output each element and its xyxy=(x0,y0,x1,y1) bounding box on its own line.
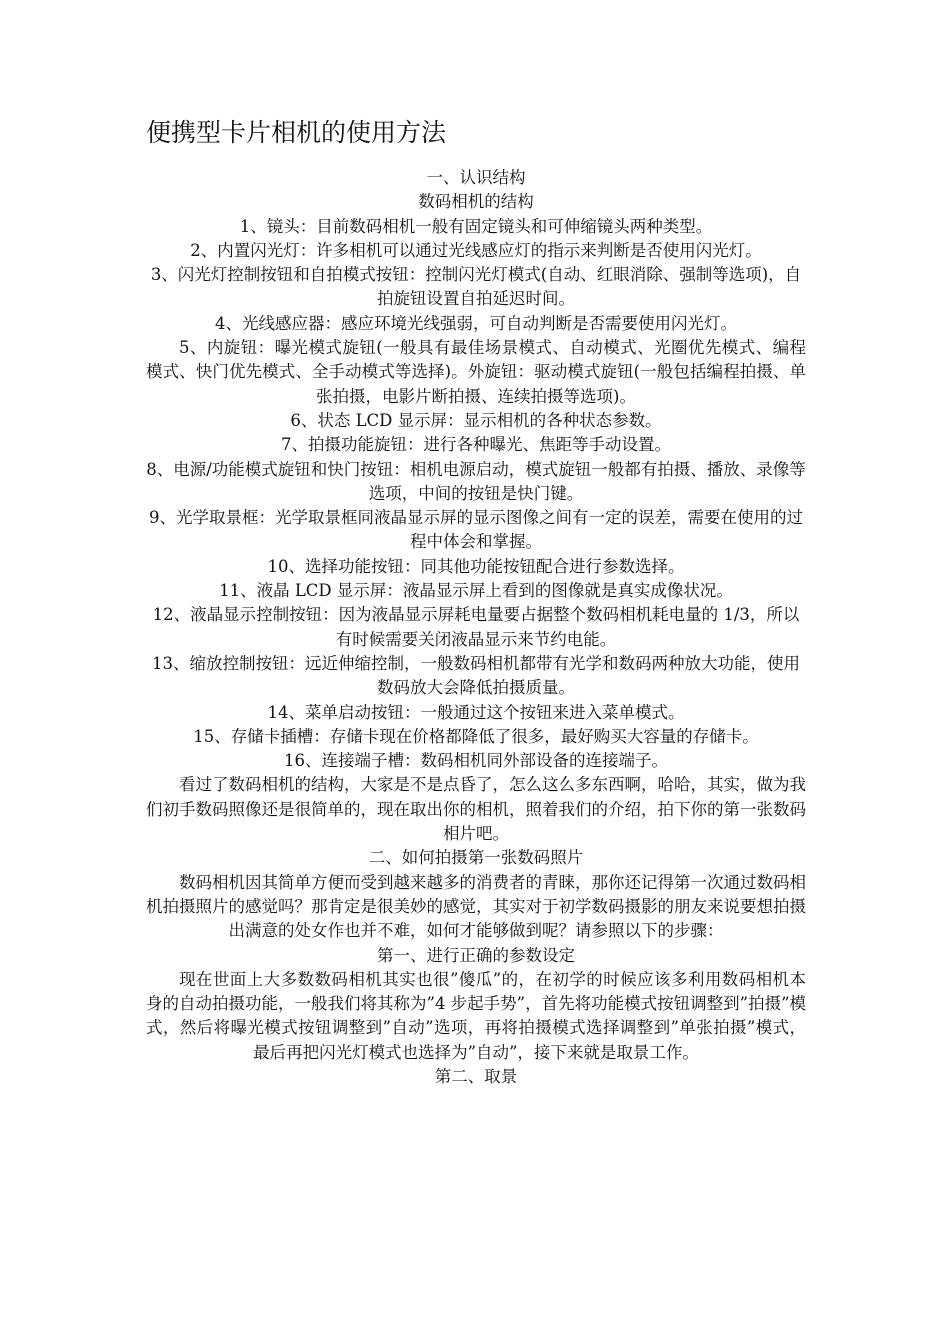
list-item-flash-control: 3、闪光灯控制按钮和自拍模式按钮：控制闪光灯模式(自动、红眼消除、强制等选项)，自拍旋钮设置自拍延迟时间。 xyxy=(150,265,802,309)
paragraph-intro-photo: 数码相机因其简单方便而受到越来越多的消费者的青睐，那你还记得第一次通过数码相机拍摄照片的感觉吗？那肯定是很美妙的感觉，其实对于初学数码摄影的朋友来说要想拍摄出满意的处女作也并不难，如何才能够做到呢？请参照以下的步骤： xyxy=(146,872,806,941)
document-title: 便携型卡片相机的使用方法 xyxy=(146,118,447,147)
list-item-shooting-dial: 7、拍摄功能旋钮：进行各种曝光、焦距等手动设置。 xyxy=(281,435,671,455)
section-heading-structure: 一、认识结构 xyxy=(426,168,526,187)
list-item-viewfinder: 9、光学取景框：光学取景框同液晶显示屏的显示图像之间有一定的误差，需要在使用的过程中体会和掌握。 xyxy=(149,508,803,552)
list-item-lens: 1、镜头：目前数码相机一般有固定镜头和可伸缩镜头两种类型。 xyxy=(239,216,713,236)
list-item-lcd-screen: 11、液晶 LCD 显示屏：液晶显示屏上看到的图像就是真实成像状况。 xyxy=(219,581,733,601)
paragraph-summary: 看过了数码相机的结构，大家是不是点昏了，怎么这么多东西啊，哈哈，其实，做为我们初手数码照像还是很简单的，现在取出你的相机，照着我们的介绍，拍下你的第一张数码相片吧。 xyxy=(146,775,806,844)
list-item-select-button: 10、选择功能按钮：同其他功能按钮配合进行参数选择。 xyxy=(267,556,685,576)
list-item-status-lcd: 6、状态 LCD 显示屏：显示相机的各种状态参数。 xyxy=(290,410,662,430)
list-item-dials: 5、内旋钮：曝光模式旋钮(一般具有最佳场景模式、自动模式、光圈优先模式、编程模式、快门优先模式、全手动模式等选择)。外旋钮：驱动模式旋钮(一般包括编程拍摄、单张拍摄，电影片断拍摄、连续拍摄等选项)。 xyxy=(146,338,806,406)
subheading-parameter-setting: 第一、进行正确的参数设定 xyxy=(377,945,575,965)
paragraph-parameter-setting: 现在世面上大多数数码相机其实也很”傻瓜”的，在初学的时候应该多利用数码相机本身的自动拍摄功能，一般我们将其称为”4 步起手势”，首先将功能模式按钮调整到”拍摄”模式，然后将曝光模式按钮调整到”自动”选项，再将拍摄模式选择调整到”单张拍摄”模式，最后再把闪光灯模式也选择为”自动”，接下来就是取景工作。 xyxy=(146,969,806,1062)
list-item-power-shutter: 8、电源/功能模式旋钮和快门按钮：相机电源启动，模式旋钮一般都有拍摄、播放、录像等选项，中间的按钮是快门键。 xyxy=(146,459,806,503)
list-item-builtin-flash: 2、内置闪光灯：许多相机可以通过光线感应灯的指示来判断是否使用闪光灯。 xyxy=(190,240,762,260)
list-item-menu-button: 14、菜单启动按钮：一般通过这个按钮来进入菜单模式。 xyxy=(267,702,685,722)
list-item-zoom-control: 13、缩放控制按钮：远近伸缩控制，一般数码相机都带有光学和数码两种放大功能，使用数码放大会降低拍摄质量。 xyxy=(152,653,800,698)
subheading-framing: 第二、取景 xyxy=(434,1066,518,1086)
list-item-lcd-control: 12、液晶显示控制按钮：因为液晶显示屏耗电量要占据整个数码相机耗电量的 1/3，所以有时候需要关闭液晶显示来节约电能。 xyxy=(152,605,800,649)
list-item-light-sensor: 4、光线感应器：感应环境光线强弱，可自动判断是否需要使用闪光灯。 xyxy=(215,313,737,333)
section-heading-first-photo: 二、如何拍摄第一张数码照片 xyxy=(368,848,584,868)
document-page xyxy=(146,116,806,1089)
list-item-card-slot: 15、存储卡插槽：存储卡现在价格都降低了很多，最好购买大容量的存储卡。 xyxy=(193,726,759,746)
list-item-connector: 16、连接端子槽：数码相机同外部设备的连接端子。 xyxy=(284,751,668,771)
subheading-camera-structure: 数码相机的结构 xyxy=(418,192,534,212)
